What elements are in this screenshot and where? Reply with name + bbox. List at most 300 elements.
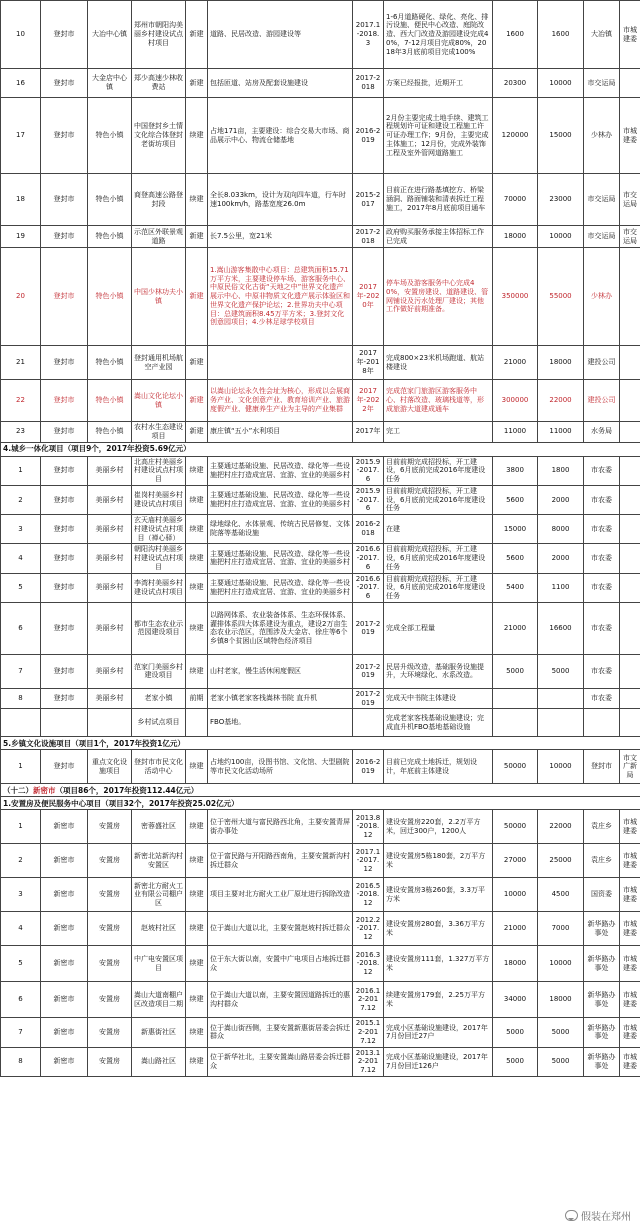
- table-cell: 11000: [493, 422, 538, 443]
- table-cell: 新华路办事处: [584, 1047, 620, 1076]
- wechat-bubble-icon: [565, 1210, 578, 1221]
- table-row: [1, 544, 640, 573]
- table-cell: 新密北方耐火工业有限公司棚户区: [132, 878, 186, 912]
- table-cell: 21000: [493, 602, 538, 654]
- table-cell: 位于东大街以南，安置中广电项目占地拆迁群众: [208, 946, 353, 982]
- table-cell: 2017-2018: [353, 226, 384, 248]
- table-cell: 市农委: [584, 573, 620, 602]
- table-cell: 2016-2019: [353, 750, 384, 784]
- table-cell: 新密市: [41, 982, 88, 1018]
- table-cell: 嵩山文化论坛小镇: [132, 380, 186, 422]
- table-cell: 嵩山大道南棚户区改造项目二期: [132, 982, 186, 1018]
- table-cell: 2000: [538, 485, 584, 514]
- table-cell: 2017.1-2018.3: [353, 1, 384, 69]
- table-cell: 1-6月道路硬化、绿化、亮化、排污设施、便民中心改造、庭院改造、西大门改造及游园建设完成40%，7-12月项目完成80%，2018年3月底前项目完成100%: [384, 1, 493, 69]
- table-cell: 新密市: [41, 1047, 88, 1076]
- table-cell: 大金店中心镇: [88, 69, 132, 98]
- table-cell: [493, 688, 538, 709]
- table-cell: 10000: [538, 750, 584, 784]
- table-cell: 市农委: [584, 688, 620, 709]
- table-cell: 续建: [186, 982, 208, 1018]
- table-cell: [620, 688, 640, 709]
- table-cell: 目前前期完成招投标，开工建设，6月底前完成2016年度建设任务: [384, 485, 493, 514]
- table-cell: 特色小镇: [88, 226, 132, 248]
- table-cell: 占地171亩，主要建设：综合交易大市场、商品展示中心、物流仓储基地: [208, 98, 353, 174]
- table-cell: 市农委: [584, 602, 620, 654]
- table-cell: 占地约100亩，设图书馆、文化馆、大型剧院等市民文化活动场所: [208, 750, 353, 784]
- table-cell: 续建: [186, 544, 208, 573]
- table-cell: 包括匝道、站房及配套设施建设: [208, 69, 353, 98]
- table-cell: 美丽乡村: [88, 485, 132, 514]
- table-cell: 新密市: [41, 912, 88, 946]
- table-cell: 新建: [186, 226, 208, 248]
- table-cell: 目前正在进行路基填挖方、桥梁涵洞、路面铺装和清表拆迁工程施工，2017年8月底前项目通车: [384, 174, 493, 226]
- table-cell: 续建: [186, 654, 208, 688]
- table-cell: 2012.2-2017.12: [353, 912, 384, 946]
- table-row: [1, 982, 640, 1018]
- table-cell: 续建: [186, 602, 208, 654]
- table-cell: 完成范家门旅游区游客服务中心、村落改造、玻璃栈道等，形成旅游大道建成通车: [384, 380, 493, 422]
- table-cell: 登封市: [41, 602, 88, 654]
- table-cell: 新华路办事处: [584, 982, 620, 1018]
- table-cell: 建投公司: [584, 380, 620, 422]
- highlighted-city: 新密市: [33, 785, 56, 795]
- table-cell: 完工: [384, 422, 493, 443]
- table-cell: 2017年: [353, 422, 384, 443]
- table-cell: 登封市: [41, 544, 88, 573]
- table-row: [1, 515, 640, 544]
- table-cell: 5000: [493, 654, 538, 688]
- table-cell: 市交运局: [584, 174, 620, 226]
- table-cell: 登封通用机场航空产业园: [132, 346, 186, 380]
- table-cell: 1: [1, 810, 41, 844]
- table-cell: 建设安置房280套，3.36万平方米: [384, 912, 493, 946]
- table-cell: 1100: [538, 573, 584, 602]
- table-row: [1, 602, 640, 654]
- table-cell: 市文广新局: [620, 750, 640, 784]
- table-cell: 23: [1, 422, 41, 443]
- table-cell: 新密市: [41, 1018, 88, 1047]
- table-cell: 1: [1, 750, 41, 784]
- table-cell: 少林办: [584, 248, 620, 346]
- table-cell: 10000: [538, 946, 584, 982]
- table-cell: 2015.12-2017.12: [353, 1018, 384, 1047]
- table-cell: 27000: [493, 844, 538, 878]
- table-cell: 长7.5公里，宽21米: [208, 226, 353, 248]
- table-cell: [620, 456, 640, 485]
- table-cell: 美丽乡村: [88, 688, 132, 709]
- table-cell: 1600: [493, 1, 538, 69]
- table-cell: 绿地绿化、水体景观、传统古民居修复、文体院落等基础设施: [208, 515, 353, 544]
- table-cell: 停车场及游客服务中心完成40%，安置房建设、道路建设、管网铺设及污水处理厂建设；其他工作做好前期准备。: [384, 248, 493, 346]
- table-cell: 政府购买服务承接主体招标工作已完成: [384, 226, 493, 248]
- table-cell: 市城建委: [620, 1047, 640, 1076]
- table-cell: 主要通过基础设施、民居改造、绿化等一些设施把村庄打造成宜居、宜游、宜业的美丽乡村: [208, 485, 353, 514]
- table-cell: 5: [1, 946, 41, 982]
- table-row: [1, 688, 640, 709]
- table-row: [1, 422, 640, 443]
- table-cell: 6: [1, 602, 41, 654]
- table-row: [1, 1018, 640, 1047]
- table-row: [1, 226, 640, 248]
- table-cell: 市农委: [584, 515, 620, 544]
- table-cell: 以嵩山论坛永久性会址为核心，形成以会展商务产业、文化创意产业、教育培训产业、旅游度假产业、健康养生产业为主导的产业集群: [208, 380, 353, 422]
- table-cell: 美丽乡村: [88, 515, 132, 544]
- table-cell: 少林办: [584, 98, 620, 174]
- table-cell: 赵坡村社区: [132, 912, 186, 946]
- table-cell: [186, 709, 208, 737]
- table-cell: 5000: [538, 654, 584, 688]
- table-cell: 1: [1, 456, 41, 485]
- table-row: [1, 174, 640, 226]
- table-cell: 安置房: [88, 810, 132, 844]
- table-cell: 19: [1, 226, 41, 248]
- table-cell: 美丽乡村: [88, 544, 132, 573]
- table-cell: 续建: [186, 844, 208, 878]
- table-cell: 2016.6-2017.6: [353, 573, 384, 602]
- table-cell: [538, 688, 584, 709]
- table-cell: 1800: [538, 456, 584, 485]
- table-cell: [620, 544, 640, 573]
- table-cell: 嵩山路社区: [132, 1047, 186, 1076]
- table-cell: 国资委: [584, 878, 620, 912]
- table-cell: 续建: [186, 573, 208, 602]
- table-cell: 市交运局: [620, 174, 640, 226]
- table-row: [1, 844, 640, 878]
- table-cell: 8000: [538, 515, 584, 544]
- table-cell: 登封市: [41, 485, 88, 514]
- table-cell: 市交运局: [584, 226, 620, 248]
- table-cell: 市农委: [584, 456, 620, 485]
- section-header: [1, 737, 640, 750]
- table-cell: 18000: [538, 982, 584, 1018]
- table-cell: 7000: [538, 912, 584, 946]
- table-cell: 乡村试点项目: [132, 709, 186, 737]
- table-cell: 2017年-2022年: [353, 380, 384, 422]
- table-cell: 主要通过基础设施、民居改造、绿化等一些设施把村庄打造成宜居、宜游、宜业的美丽乡村: [208, 544, 353, 573]
- section-title: 5.乡镇文化设施项目（项目1个，2017年投资1亿元）: [1, 737, 640, 750]
- table-cell: 21000: [493, 346, 538, 380]
- table-cell: 位于新华社北，主要安置嵩山路居委会拆迁群众: [208, 1047, 353, 1076]
- table-cell: 民居升级改造，基础服务设施提升，大环境绿化、水系改造。: [384, 654, 493, 688]
- table-cell: 2017-2018: [353, 69, 384, 98]
- table-cell: 示范区外联景观道路: [132, 226, 186, 248]
- table-cell: [620, 69, 640, 98]
- table-cell: 主要通过基础设施、民居改造、绿化等一些设施把村庄打造成宜居、宜游、宜业的美丽乡村: [208, 573, 353, 602]
- table-cell: 主要通过基础设施、民居改造、绿化等一些设施把村庄打造成宜居、宜游、宜业的美丽乡村: [208, 456, 353, 485]
- table-cell: 北高庄村美丽乡村建设试点村项目: [132, 456, 186, 485]
- table-cell: 新建: [186, 380, 208, 422]
- table-cell: 市城建委: [620, 1018, 640, 1047]
- table-cell: 350000: [493, 248, 538, 346]
- table-cell: 美丽乡村: [88, 602, 132, 654]
- table-cell: 老家小镇老家客栈嵩林书院 直升机: [208, 688, 353, 709]
- table-cell: 新密市: [41, 946, 88, 982]
- table-cell: 2016.3-2018.12: [353, 946, 384, 982]
- table-cell: 登封市: [41, 174, 88, 226]
- table-cell: 50000: [493, 750, 538, 784]
- table-cell: 55000: [538, 248, 584, 346]
- table-row: [1, 912, 640, 946]
- table-cell: 21000: [493, 912, 538, 946]
- table-cell: 市交运局: [620, 226, 640, 248]
- table-row: [1, 248, 640, 346]
- table-cell: 4500: [538, 878, 584, 912]
- table-cell: 新密市: [41, 810, 88, 844]
- table-cell: 建设安置房220套，2.2万平方米，回迁300户，1200人: [384, 810, 493, 844]
- table-cell: 目前前期完成招投标，开工建设，6月底前完成2016年度建设任务: [384, 456, 493, 485]
- table-row: [1, 1, 640, 69]
- table-cell: 5600: [493, 485, 538, 514]
- table-cell: 项目主要对北方耐火工业厂原址进行拆除改造: [208, 878, 353, 912]
- table-cell: 郑州市朝阳沟美丽乡村建设试点村项目: [132, 1, 186, 69]
- table-cell: 2016-2018: [353, 515, 384, 544]
- section-title: 1.安置房及便民服务中心项目（项目32个，2017年投资25.02亿元）: [1, 797, 640, 810]
- table-cell: [493, 709, 538, 737]
- table-cell: 登封市市民文化活动中心: [132, 750, 186, 784]
- table-cell: 新建: [186, 346, 208, 380]
- table-row: [1, 654, 640, 688]
- table-cell: 5: [1, 573, 41, 602]
- table-cell: 2017年-2018年: [353, 346, 384, 380]
- table-cell: 3800: [493, 456, 538, 485]
- table-cell: 中国少林功夫小镇: [132, 248, 186, 346]
- table-cell: 安置房: [88, 982, 132, 1018]
- table-row: [1, 709, 640, 737]
- table-cell: 新惠街社区: [132, 1018, 186, 1047]
- table-cell: 农村水生态建设项目: [132, 422, 186, 443]
- table-cell: 中国登封乡土情文化综合体登封老街坊项目: [132, 98, 186, 174]
- table-cell: 建设安置房111套，1.327万平方米: [384, 946, 493, 982]
- table-cell: 安置房: [88, 912, 132, 946]
- table-cell: 市农委: [584, 654, 620, 688]
- table-cell: 5600: [493, 544, 538, 573]
- table-cell: 34000: [493, 982, 538, 1018]
- table-cell: 4: [1, 544, 41, 573]
- table-cell: 美丽乡村: [88, 573, 132, 602]
- table-cell: 登封市: [41, 750, 88, 784]
- table-cell: FBO基地。: [208, 709, 353, 737]
- table-row: [1, 810, 640, 844]
- table-cell: [538, 709, 584, 737]
- table-cell: 续建: [186, 878, 208, 912]
- table-cell: 安置房: [88, 946, 132, 982]
- table-cell: 市城建委: [620, 1, 640, 69]
- table-cell: 1600: [538, 1, 584, 69]
- table-cell: 18000: [493, 226, 538, 248]
- table-cell: 2015-2017: [353, 174, 384, 226]
- table-cell: 完成小区基础设施建设，2017年7月份回迁126户: [384, 1047, 493, 1076]
- table-cell: 李湾村美丽乡村建设试点村项目: [132, 573, 186, 602]
- table-cell: 建设安置房3栋260套，3.3万平方米: [384, 878, 493, 912]
- table-cell: 22000: [538, 810, 584, 844]
- table-cell: 登封市: [41, 1, 88, 69]
- table-cell: 2000: [538, 544, 584, 573]
- table-cell: 登封市: [41, 456, 88, 485]
- table-cell: 8: [1, 688, 41, 709]
- table-cell: 4: [1, 912, 41, 946]
- table-cell: 18000: [493, 946, 538, 982]
- table-cell: [620, 573, 640, 602]
- table-cell: 完成全部工程量: [384, 602, 493, 654]
- table-cell: 50000: [493, 810, 538, 844]
- table-cell: [88, 709, 132, 737]
- table-cell: 特色小镇: [88, 98, 132, 174]
- table-cell: [620, 654, 640, 688]
- table-cell: 市城建委: [620, 878, 640, 912]
- table-cell: 新华路办事处: [584, 1018, 620, 1047]
- table-cell: 1.嵩山游客集散中心项目：总建筑面积15.71万平方米，主要建设停车场、游客服务中心、中原民俗文化古街“天地之中”世界文化遗产展示中心、中原非物质文化遗产展示体验区和世界文化遗产保护论坛；2.世界功夫中心项目：总建筑面积8.45万平方米；3.登封文化创意园项目；4.少林足球学校项目: [208, 248, 353, 346]
- table-cell: 市城建委: [620, 982, 640, 1018]
- table-cell: 16: [1, 69, 41, 98]
- table-cell: [620, 485, 640, 514]
- table-cell: 市城建委: [620, 810, 640, 844]
- table-cell: 17: [1, 98, 41, 174]
- table-cell: 2016-2019: [353, 98, 384, 174]
- table-cell: [208, 346, 353, 380]
- table-cell: 23000: [538, 174, 584, 226]
- table-cell: 完成小区基础设施建设，2017年7月份回迁27户: [384, 1018, 493, 1047]
- table-cell: [353, 709, 384, 737]
- table-cell: 大冶镇: [584, 1, 620, 69]
- watermark: [562, 1207, 634, 1224]
- table-cell: 玄天庙村美丽乡村建设试点村项目（禅心驿）: [132, 515, 186, 544]
- table-cell: 7: [1, 654, 41, 688]
- table-cell: 登封市: [41, 69, 88, 98]
- section-header: [1, 784, 640, 797]
- table-cell: 登封市: [41, 98, 88, 174]
- table-cell: 安置房: [88, 1047, 132, 1076]
- table-row: [1, 98, 640, 174]
- table-row: [1, 750, 640, 784]
- table-cell: 新密市: [41, 878, 88, 912]
- table-cell: 方案已经报批，近期开工: [384, 69, 493, 98]
- table-row: [1, 573, 640, 602]
- table-cell: 目前前期完成招投标，开工建设，6月底前完成2016年度建设任务: [384, 544, 493, 573]
- table-cell: 22: [1, 380, 41, 422]
- table-cell: 2016.12-2017.12: [353, 982, 384, 1018]
- table-cell: 崔岗村美丽乡村建设试点村项目: [132, 485, 186, 514]
- table-cell: 2015.9-2017.6: [353, 456, 384, 485]
- table-cell: 全长8.033km，设计为双向四车道，行车时速100km/h，路基宽度26.0m: [208, 174, 353, 226]
- table-cell: 5000: [493, 1018, 538, 1047]
- table-cell: 21: [1, 346, 41, 380]
- table-row: [1, 946, 640, 982]
- table-cell: 2016.5-2018.12: [353, 878, 384, 912]
- table-cell: 15000: [493, 515, 538, 544]
- table-cell: 特色小镇: [88, 248, 132, 346]
- table-cell: 2017-2019: [353, 602, 384, 654]
- table-cell: 续建: [186, 98, 208, 174]
- table-cell: 20300: [493, 69, 538, 98]
- table-cell: 5000: [538, 1047, 584, 1076]
- table-cell: 特色小镇: [88, 346, 132, 380]
- table-cell: 20: [1, 248, 41, 346]
- table-cell: 特色小镇: [88, 422, 132, 443]
- table-cell: 重点文化设施项目: [88, 750, 132, 784]
- table-cell: 新建: [186, 1, 208, 69]
- table-cell: 新建: [186, 69, 208, 98]
- table-cell: 2017年-2020年: [353, 248, 384, 346]
- table-cell: 登封市: [41, 422, 88, 443]
- table-cell: 位于嵩山街西侧，主要安置新惠街居委会拆迁群众: [208, 1018, 353, 1047]
- table-cell: 安置房: [88, 1018, 132, 1047]
- table-cell: 2013.12-2017.12: [353, 1047, 384, 1076]
- table-cell: [620, 422, 640, 443]
- table-cell: 商登高速公路登封段: [132, 174, 186, 226]
- table-cell: 登封市: [41, 226, 88, 248]
- table-cell: 郑少高速少林收费站: [132, 69, 186, 98]
- table-row: [1, 380, 640, 422]
- table-cell: 7: [1, 1018, 41, 1047]
- table-cell: 朝阳沟村美丽乡村建设试点村项目: [132, 544, 186, 573]
- table-cell: 范家门美丽乡村建设项目: [132, 654, 186, 688]
- table-cell: 11000: [538, 422, 584, 443]
- table-cell: 位于嵩山大道以北，主要安置赵坡村拆迁群众: [208, 912, 353, 946]
- table-cell: 2013.8-2018.12: [353, 810, 384, 844]
- table-cell: 8: [1, 1047, 41, 1076]
- table-cell: 市城建委: [620, 946, 640, 982]
- table-cell: 新建: [186, 422, 208, 443]
- table-cell: 10000: [493, 878, 538, 912]
- table-cell: 续建: [186, 810, 208, 844]
- table-cell: 新密北站新沟村安置区: [132, 844, 186, 878]
- table-cell: 市城建委: [620, 844, 640, 878]
- table-cell: 10: [1, 1, 41, 69]
- table-cell: 新华路办事处: [584, 912, 620, 946]
- table-cell: 老家小镇: [132, 688, 186, 709]
- table-cell: 美丽乡村: [88, 456, 132, 485]
- table-cell: 密蓉盛社区: [132, 810, 186, 844]
- table-cell: 16600: [538, 602, 584, 654]
- table-cell: 登封市: [41, 573, 88, 602]
- table-cell: 2017-2019: [353, 654, 384, 688]
- table-cell: 中广电安置区项目: [132, 946, 186, 982]
- table-cell: 道路、民居改造、游园建设等: [208, 1, 353, 69]
- table-cell: 位于嵩山大道以南，主要安置因道路拆迁的惠沟村群众: [208, 982, 353, 1018]
- table-cell: [1, 709, 41, 737]
- table-cell: 山村老家，慢生活休闲度假区: [208, 654, 353, 688]
- table-cell: 300000: [493, 380, 538, 422]
- watermark-text: 假装在郑州: [581, 1212, 631, 1223]
- table-cell: 2017-2019: [353, 688, 384, 709]
- table-cell: [620, 709, 640, 737]
- table-cell: 2: [1, 485, 41, 514]
- table-cell: 建设安置房5栋180套，2万平方米: [384, 844, 493, 878]
- table-cell: 5400: [493, 573, 538, 602]
- table-cell: 2015.9-2017.6: [353, 485, 384, 514]
- table-cell: 水务局: [584, 422, 620, 443]
- table-cell: 都市生态农业示范园建设项目: [132, 602, 186, 654]
- table-cell: 续建: [186, 174, 208, 226]
- table-cell: 18: [1, 174, 41, 226]
- table-cell: 登封市: [41, 248, 88, 346]
- table-cell: 安置房: [88, 844, 132, 878]
- table-cell: 建投公司: [584, 346, 620, 380]
- table-cell: 续建: [186, 1018, 208, 1047]
- table-row: [1, 878, 640, 912]
- table-cell: 市交运局: [584, 69, 620, 98]
- table-cell: 2016.6-2017.6: [353, 544, 384, 573]
- table-cell: 特色小镇: [88, 380, 132, 422]
- table-cell: 续建: [186, 515, 208, 544]
- table-cell: 续建: [186, 456, 208, 485]
- table-cell: 登封市: [41, 380, 88, 422]
- table-cell: 完成天中书院主体建设: [384, 688, 493, 709]
- table-cell: 5000: [538, 1018, 584, 1047]
- table-cell: [620, 515, 640, 544]
- table-row: [1, 346, 640, 380]
